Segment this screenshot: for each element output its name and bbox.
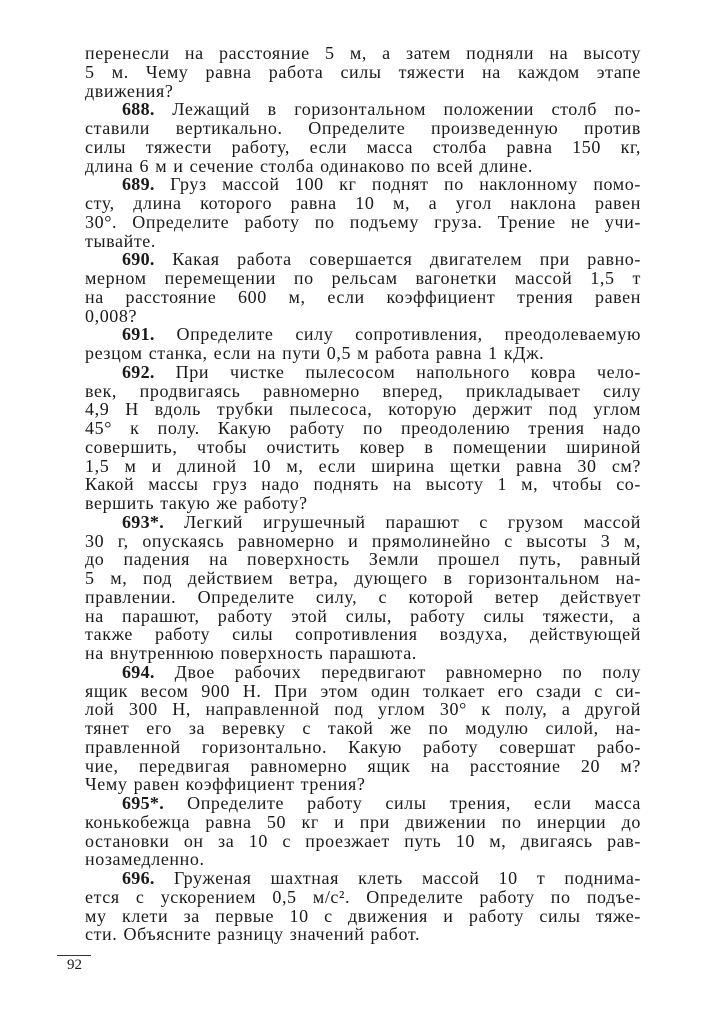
text-line: правленной горизонтально. Какую работу совершат рабо- [85, 736, 641, 757]
text-line: Двое рабочих передвигают равномерно по полу [174, 661, 641, 682]
text-line: 45° к полу. Какую работу по преодолению трения надо [85, 418, 641, 438]
text-line: век, продвигаясь равномерно вперед, прикладывает силу [85, 380, 641, 401]
problem-689 [85, 175, 641, 250]
problem-694 [85, 663, 641, 794]
text-line: перенесли на расстояние 5 м, а затем подняли на высоту [85, 43, 641, 63]
text-line: сту, длина которого равна 10 м, а угол наклона равен [85, 193, 641, 213]
problem-691 [85, 325, 641, 363]
text-line: 0,008? [85, 305, 138, 326]
text-line: правлении. Определите силу, с которой ветер действует [85, 586, 641, 607]
text-line: ящик весом 900 Н. При этом один толкает его сзади с си- [85, 680, 641, 701]
text-line: совершить, чтобы очистить ковер в помещении шириной [85, 436, 641, 457]
text-line: Груз массой 100 кг поднят по наклонному помо- [170, 174, 641, 195]
text-line: лой 300 Н, направленной под углом 30° к полу, а другой [85, 699, 641, 720]
text-line: Легкий игрушечный парашют с грузом массой [183, 511, 642, 532]
problem-number: 695*. [122, 793, 164, 813]
page-body [85, 44, 641, 944]
text-line: 1,5 м и длиной 10 м, если ширина щетки равна 30 см? [85, 455, 641, 476]
text-line: мерном перемещении по рельсам вагонетки массой 1,5 т [85, 268, 641, 288]
problem-695 [85, 794, 641, 869]
text-line: 5 м. Чему равна работа силы тяжести на каждом этапе [85, 61, 641, 82]
problem-number: 690. [122, 249, 155, 270]
text-line: также работу силы сопротивления воздуха, действующей [85, 624, 641, 645]
text-line: Какой массы груз надо поднять на высоту 1 м, чтобы со- [85, 474, 641, 495]
page-footer [57, 955, 91, 974]
text-line: 30°. Определите работу по подъему груза. Трение не учи- [85, 211, 641, 232]
problem-number: 689. [122, 174, 155, 195]
text-line: 30 г, опускаясь равномерно и прямолинейно с высоты 3 м, [85, 530, 641, 551]
text-line: конькобежца равна 50 кг и при движении по инерции до [85, 811, 641, 832]
text-line: движения? [85, 80, 174, 101]
text-line: 5 м, под действием ветра, дующего в горизонтальном на- [85, 568, 641, 588]
problem-690 [85, 250, 641, 325]
text-line: Какая работа совершается двигателем при равно- [172, 249, 641, 270]
problem-688 [85, 100, 641, 175]
problem-692 [85, 363, 641, 513]
text-line: нозамедленно. [85, 849, 205, 870]
problem-number: 693*. [122, 511, 164, 532]
text-line: остановки он за 10 с проезжает путь 10 м, двигаясь рав- [85, 830, 641, 851]
text-line: чие, передвигая равномерно ящик на расстояние 20 м? [85, 755, 641, 776]
text-line: на внутреннюю поверхность парашюта. [85, 643, 417, 663]
text-line: При чистке пылесосом напольного ковра чело- [175, 361, 641, 382]
problem-number: 694. [122, 661, 155, 682]
text-line: тянет его за веревку с такой же по модулю силой, на- [85, 718, 641, 738]
text-line: Лежащий в горизонтальном положении столб по- [172, 99, 641, 120]
text-line: на расстояние 600 м, если коэффициент трения равен [85, 286, 641, 307]
text-line: Определите работу силы трения, если масса [187, 793, 641, 813]
text-line: вершить такую же работу? [85, 493, 308, 513]
text-line: длина 6 м и сечение столба одинаково по всей длине. [85, 155, 533, 176]
page-number: 92 [67, 957, 82, 973]
text-line: сти. Объясните разницу значений работ. [85, 924, 421, 945]
problem-number: 692. [122, 361, 155, 382]
problem-696 [85, 869, 641, 944]
problem-number: 696. [122, 868, 155, 888]
text-line: Чему равен коэффициент трения? [85, 774, 366, 795]
text-line: 4,9 Н вдоль трубки пылесоса, которую держит под углом [85, 399, 641, 420]
text-line: му клети за первые 10 с движения и работу силы тяже- [85, 905, 641, 926]
text-line: на парашют, работу этой силы, работу силы тяжести, а [85, 605, 641, 626]
text-line: тывайте. [85, 230, 156, 251]
problem-number: 691. [122, 324, 155, 345]
text-line: силы тяжести работу, если масса столба равна 150 кг, [85, 136, 641, 157]
text-line: Груженая шахтная клеть массой 10 т поднима- [173, 868, 641, 888]
text-line: до падения на поверхность Земли прошел путь, равный [85, 549, 641, 570]
text-line: ется с ускорением 0,5 м/с². Определите работу по подъе- [85, 886, 641, 907]
problem-687-continuation [85, 44, 641, 100]
text-line: резцом станка, если на пути 0,5 м работа равна 1 кДж. [85, 343, 545, 363]
problem-number: 688. [122, 99, 155, 120]
text-line: ставили вертикально. Определите произведенную против [85, 118, 641, 138]
text-line: Определите силу сопротивления, преодолеваемую [176, 324, 641, 345]
problem-693 [85, 513, 641, 663]
